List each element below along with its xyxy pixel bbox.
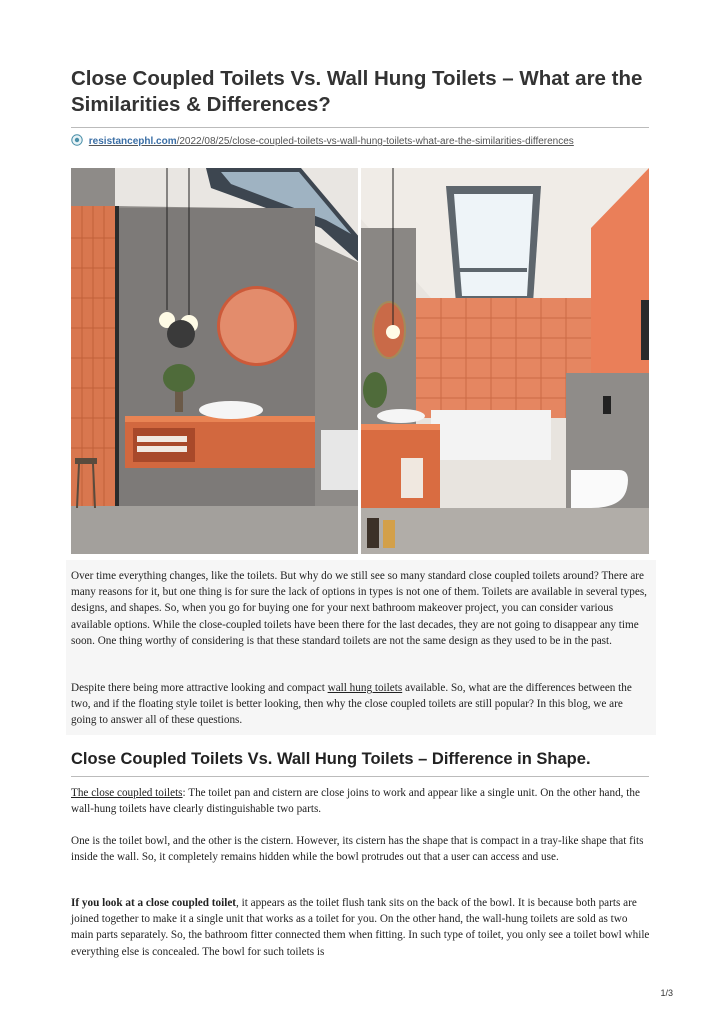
wall-hung-toilets-link[interactable]: wall hung toilets [327, 682, 403, 694]
globe-icon [71, 134, 83, 146]
section-paragraph-3 [71, 895, 651, 960]
section-p1-text: : The toilet pan and cistern are close joins to work and appear like a single unit. On the other hand, the wall-hung toilets have clearly distinguishable two parts. [71, 787, 640, 816]
intro-paragraph-2 [71, 680, 651, 729]
section-divider [71, 776, 649, 777]
source-host: resistancephl.com [88, 136, 177, 147]
source-path: /2022/08/25/close-coupled-toilets-vs-wall-hung-toilets-what-are-the-similarities-differences [176, 136, 574, 147]
close-coupled-toilets-link[interactable]: The close coupled toilets [71, 787, 183, 799]
section-p3-bold: If you look at a close coupled toilet [71, 897, 237, 909]
page-number: 1/3 [660, 988, 673, 998]
section-heading: Close Coupled Toilets Vs. Wall Hung Toilets – Difference in Shape. [71, 750, 591, 768]
intro-p2-text-a: Despite there being more attractive looking and compact [71, 682, 328, 694]
article-photo [71, 168, 649, 554]
intro-paragraph-1: Over time everything changes, like the toilets. But why do we still see so many standard close coupled toilets around? There are many reasons for it, but one thing is for sure the lack of options in types is not one of them. Toilets are available in several types, designs, and shapes. So, when you go for buying one for your next bathroom makeover project, you can consider various available options. While the close-coupled toilets have been there for the last decades, they are not going to disappear any time soon. One thing worthy of considering is that these standard toilets are not the same design as they used to be in the past. [71, 570, 647, 647]
section-paragraph-2: One is the toilet bowl, and the other is the cistern. However, its cistern has the shape that is compact in a tray-like shape that fits inside the wall. So, it completely remains hidden while the bowl protrudes out that a user can access and use. [71, 835, 644, 864]
section-p3-text: , it appears as the toilet flush tank sits on the back of the bowl. It is because both parts are joined together to make it a single unit that works as a toilet for you. On the other hand, the wall-hung toilets are sold as two main parts separately. So, the bathroom fitter connected them when fitting. In such type of toilet, you only see a toilet bowl while everything else is concealed. The bowl for such toilets is [71, 897, 650, 958]
source-url-link[interactable] [89, 136, 574, 147]
article-title: Close Coupled Toilets Vs. Wall Hung Toilets – What are the Similarities & Differences? [71, 67, 643, 116]
intro-p2-text-b: available. So, what are the differences between the two, and if the floating style toilet is better looking, then why the close coupled toilets are still popular? In this blog, we are going to answer all of these questions. [71, 682, 632, 727]
section-paragraph-1 [71, 785, 651, 817]
title-divider [71, 127, 649, 128]
source-link-line[interactable] [71, 134, 574, 147]
